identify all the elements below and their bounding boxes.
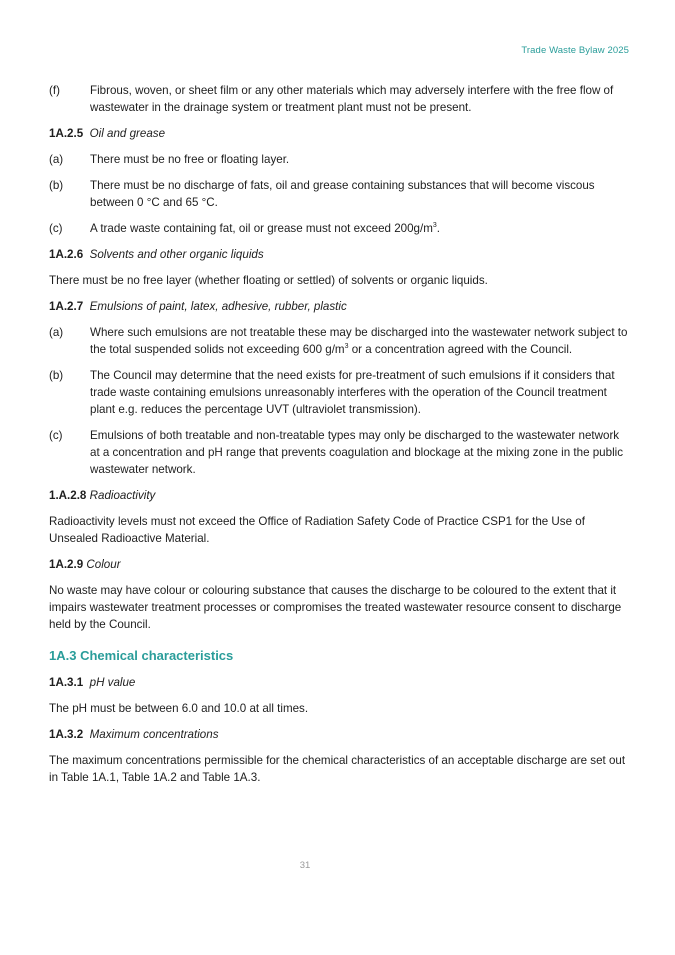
- list-item-text: Emulsions of both treatable and non-treatable types may only be discharged to the wastewater network at a concentration and pH range that prevents coagulation and blockage at the mixing zone in the public wastewater network.: [90, 429, 624, 476]
- list-item-b: [49, 367, 629, 418]
- list-item-text: There must be no free or floating layer.: [90, 153, 290, 166]
- list-marker: (a): [49, 326, 64, 339]
- clause-title: pH value: [89, 676, 136, 689]
- list-marker: (b): [49, 369, 64, 382]
- list-item-text: [90, 220, 629, 237]
- clause-title: Radioactivity: [89, 489, 156, 502]
- superscript: 3: [344, 343, 349, 351]
- list-item-text: Fibrous, woven, or sheet film or any other materials which may adversely interfere with the free flow of wastewater in the drainage system or treatment plant must not be present.: [90, 84, 614, 114]
- list-item-text: The Council may determine that the need exists for pre-treatment of such emulsions if it considers that trade waste containing emulsions unreasonably interferes with the operation of the Council treatment plant e.g. reduces the percentage UVT (ultraviolet transmission).: [90, 369, 615, 416]
- clause-number: 1A.2.6: [49, 248, 84, 261]
- document-body: [49, 82, 629, 795]
- section-title-chemical-characteristics: 1A.3 Chemical characteristics: [49, 648, 234, 663]
- text-run: Where such emulsions are not treatable these may be discharged into the wastewater network subject to the total suspended solids not exceeding 600 g/m: [90, 326, 628, 356]
- clause-title: Maximum concentrations: [89, 728, 219, 741]
- list-marker: (b): [49, 179, 64, 192]
- list-item-c: [49, 427, 629, 478]
- clause-title: Solvents and other organic liquids: [89, 248, 264, 261]
- clause-body-colour: No waste may have colour or colouring substance that causes the discharge to be coloured to the extent that it impairs wastewater treatment processes or compromises the treated wastewater resource consent to discharge held by the Council.: [49, 584, 622, 631]
- clause-heading-ph: [49, 674, 629, 691]
- clause-body-ph: The pH must be between 6.0 and 10.0 at all times.: [49, 702, 309, 715]
- clause-body-solvents: There must be no free layer (whether floating or settled) of solvents or organic liquids.: [49, 274, 488, 287]
- clause-title: Oil and grease: [89, 127, 166, 140]
- clause-heading-emulsions: [49, 298, 629, 315]
- list-item-c: [49, 220, 629, 237]
- document-header-title: Trade Waste Bylaw 2025: [521, 45, 629, 56]
- clause-heading-radioactivity: [49, 487, 629, 504]
- clause-title: Emulsions of paint, latex, adhesive, rubber, plastic: [89, 300, 347, 313]
- clause-title: Colour: [86, 558, 121, 571]
- list-item-text: [90, 324, 629, 358]
- clause-number: 1A.3.2: [49, 728, 84, 741]
- list-marker: (f): [49, 84, 60, 97]
- superscript: 3: [432, 222, 437, 230]
- clause-heading-oil-grease: [49, 125, 629, 142]
- text-run: or a concentration agreed with the Council.: [348, 343, 573, 356]
- clause-number: 1A.3.1: [49, 676, 84, 689]
- clause-heading-solvents: [49, 246, 629, 263]
- text-run: .: [436, 222, 440, 235]
- clause-number: 1A.2.9: [49, 558, 84, 571]
- clause-heading-colour: [49, 556, 629, 573]
- list-marker: (c): [49, 429, 63, 442]
- clause-number: 1A.2.5: [49, 127, 84, 140]
- clause-number: 1.A.2.8: [49, 489, 87, 502]
- list-item-f: [49, 82, 629, 116]
- list-item-a: [49, 151, 629, 168]
- list-item-a: [49, 324, 629, 358]
- text-run: A trade waste containing fat, oil or grease must not exceed 200g/m: [90, 222, 433, 235]
- list-item-b: [49, 177, 629, 211]
- clause-body-max-concentrations: The maximum concentrations permissible for the chemical characteristics of an acceptable discharge are set out in Table 1A.1, Table 1A.2 and Table 1A.3.: [49, 754, 626, 784]
- list-marker: (a): [49, 153, 64, 166]
- list-item-text: There must be no discharge of fats, oil and grease containing substances that will become viscous between 0 °C and 65 °C.: [90, 179, 595, 209]
- clause-number: 1A.2.7: [49, 300, 84, 313]
- clause-heading-max-concentrations: [49, 726, 629, 743]
- clause-body-radioactivity: Radioactivity levels must not exceed the Office of Radiation Safety Code of Practice CSP1 for the Use of Unsealed Radioactive Material.: [49, 515, 585, 545]
- page-number: 31: [299, 860, 311, 871]
- list-marker: (c): [49, 222, 63, 235]
